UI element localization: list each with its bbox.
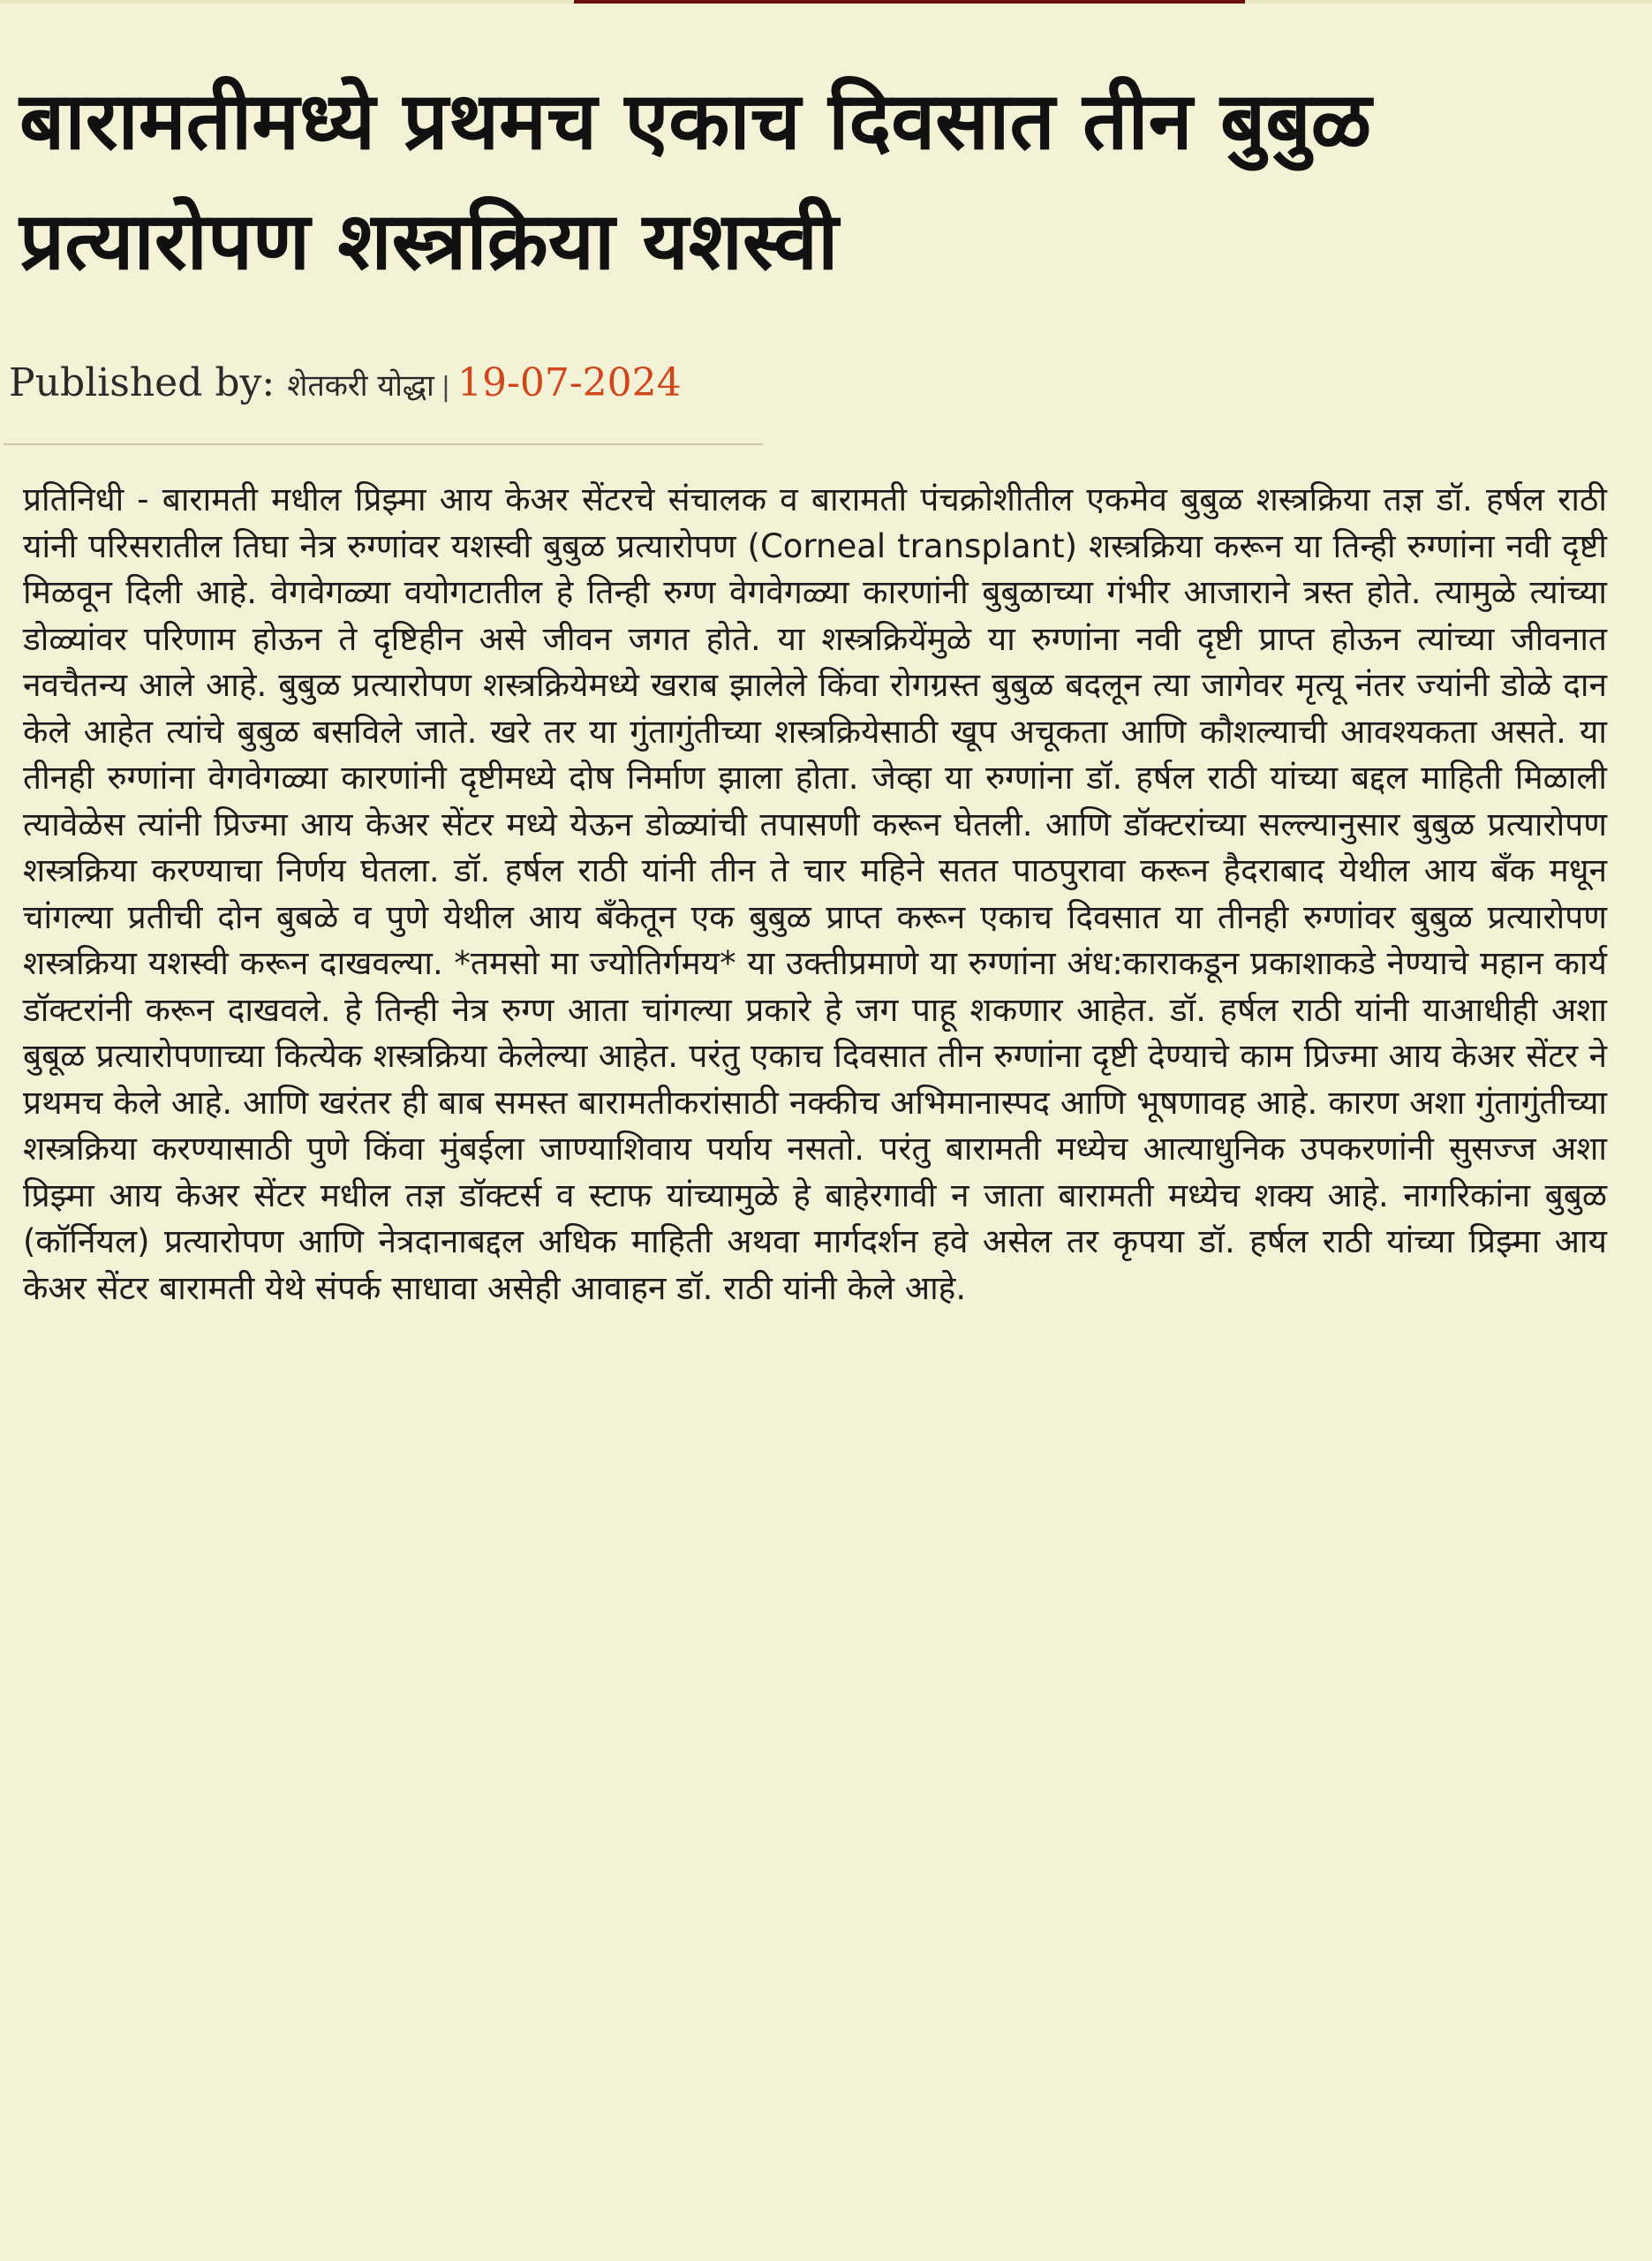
byline <box>9 360 682 420</box>
byline-divider <box>4 443 763 445</box>
article-body: प्रतिनिधी - बारामती मधील प्रिझ्मा आय केअर सेंटरचे संचालक व बारामती पंचक्रोशीतील एकमेव बुबुळ शस्त्रक्रिया तज्ञ डॉ. हर्षल राठी यांनी परिसरातील तिघा नेत्र रुग्णांवर यशस्वी बुबुळ प्रत्यारोपण (Corneal transplant) शस्त्रक्रिया करून या तिन्ही रुग्णांना नवी दृष्टी मिळवून दिली आहे. वेगवेगळ्या वयोगटातील हे तिन्ही रुग्ण वेगवेगळ्या कारणांनी बुबुळाच्या गंभीर आजाराने त्रस्त होते. त्यामुळे त्यांच्या डोळ्यांवर परिणाम होऊन ते दृष्टिहीन असे जीवन जगत होते. या शस्त्रक्रियेंमुळे या रुग्णांना नवी दृष्टी प्राप्त होऊन त्यांच्या जीवनात नवचैतन्य आले आहे. बुबुळ प्रत्यारोपण शस्त्रक्रियेमध्ये खराब झालेले किंवा रोगग्रस्त बुबुळ बदलून त्या जागेवर मृत्यू नंतर ज्यांनी डोळे दान केले आहेत त्यांचे बुबुळ बसविले जाते. खरे तर या गुंतागुंतीच्या शस्त्रक्रियेसाठी खूप अचूकता आणि कौशल्याची आवश्यकता असते. या तीनही रुग्णांना वेगवेगळ्या कारणांनी दृष्टीमध्ये दोष निर्माण झाला होता. जेव्हा या रुग्णांना डॉ. हर्षल राठी यांच्या बद्दल माहिती मिळाली त्यावेळेस त्यांनी प्रिज्मा आय केअर सेंटर मध्ये येऊन डोळ्यांची तपासणी करून घेतली. आणि डॉक्टरांच्या सल्ल्यानुसार बुबुळ प्रत्यारोपण शस्त्रक्रिया करण्याचा निर्णय घेतला. डॉ. हर्षल राठी यांनी तीन ते चार महिने सतत पाठपुरावा करून हैदराबाद येथील आय बँक मधून चांगल्या प्रतीची दोन बुबळे व पुणे येथील आय बँकेतून एक बुबुळ प्राप्त करून एकाच दिवसात या तीनही रुग्णांवर बुबुळ प्रत्यारोपण शस्त्रक्रिया यशस्वी करून दाखवल्या. *तमसो मा ज्योतिर्गमय* या उक्तीप्रमाणे या रुग्णांना अंध:काराकडून प्रकाशाकडे नेण्याचे महान कार्य डॉक्टरांनी करून दाखवले. हे तिन्ही नेत्र रुग्ण आता चांगल्या प्रकारे हे जग पाहू शकणार आहेत. डॉ. हर्षल राठी यांनी याआधीही अशा बुबूळ प्रत्यारोपणाच्या कित्येक शस्त्रक्रिया केलेल्या आहेत. परंतु एकाच दिवसात तीन रुग्णांना दृष्टी देण्याचे काम प्रिज्मा आय केअर सेंटर ने प्रथमच केले आहे. आणि खरंतर ही बाब समस्त बारामतीकरांसाठी नक्कीच अभिमानास्पद आणि भूषणावह आहे. कारण अशा गुंतागुंतीच्या शस्त्रक्रिया करण्यासाठी पुणे किंवा मुंबईला जाण्याशिवाय पर्याय नसतो. परंतु बारामती मध्येच आत्याधुनिक उपकरणांनी सुसज्ज अशा प्रिझ्मा आय केअर सेंटर मधील तज्ञ डॉक्टर्स व स्टाफ यांच्यामुळे हे बाहेरगावी न जाता बारामती मध्येच शक्य आहे. नागरिकांना बुबुळ (कॉर्नियल) प्रत्यारोपण आणि नेत्रदानाबद्दल अधिक माहिती अथवा मार्गदर्शन हवे असेल तर कृपया डॉ. हर्षल राठी यांच्या प्रिझ्मा आय केअर सेंटर बारामती येथे संपर्क साधावा असेही आवाहन डॉ. राठी यांनी केले आहे. <box>23 480 1607 1307</box>
author-name[interactable]: शेतकरी योद्धा <box>287 368 434 404</box>
top-accent-strip <box>0 0 1652 4</box>
byline-label: Published by: <box>9 360 275 405</box>
top-accent-bar <box>574 0 1245 4</box>
article-headline: बारामतीमध्ये प्रथमच एकाच दिवसात तीन बुबुळ प्रत्यारोपण शस्त्रक्रिया यशस्वी <box>19 75 1372 288</box>
publish-date: 19-07-2024 <box>456 360 682 405</box>
byline-separator: | <box>441 372 450 403</box>
